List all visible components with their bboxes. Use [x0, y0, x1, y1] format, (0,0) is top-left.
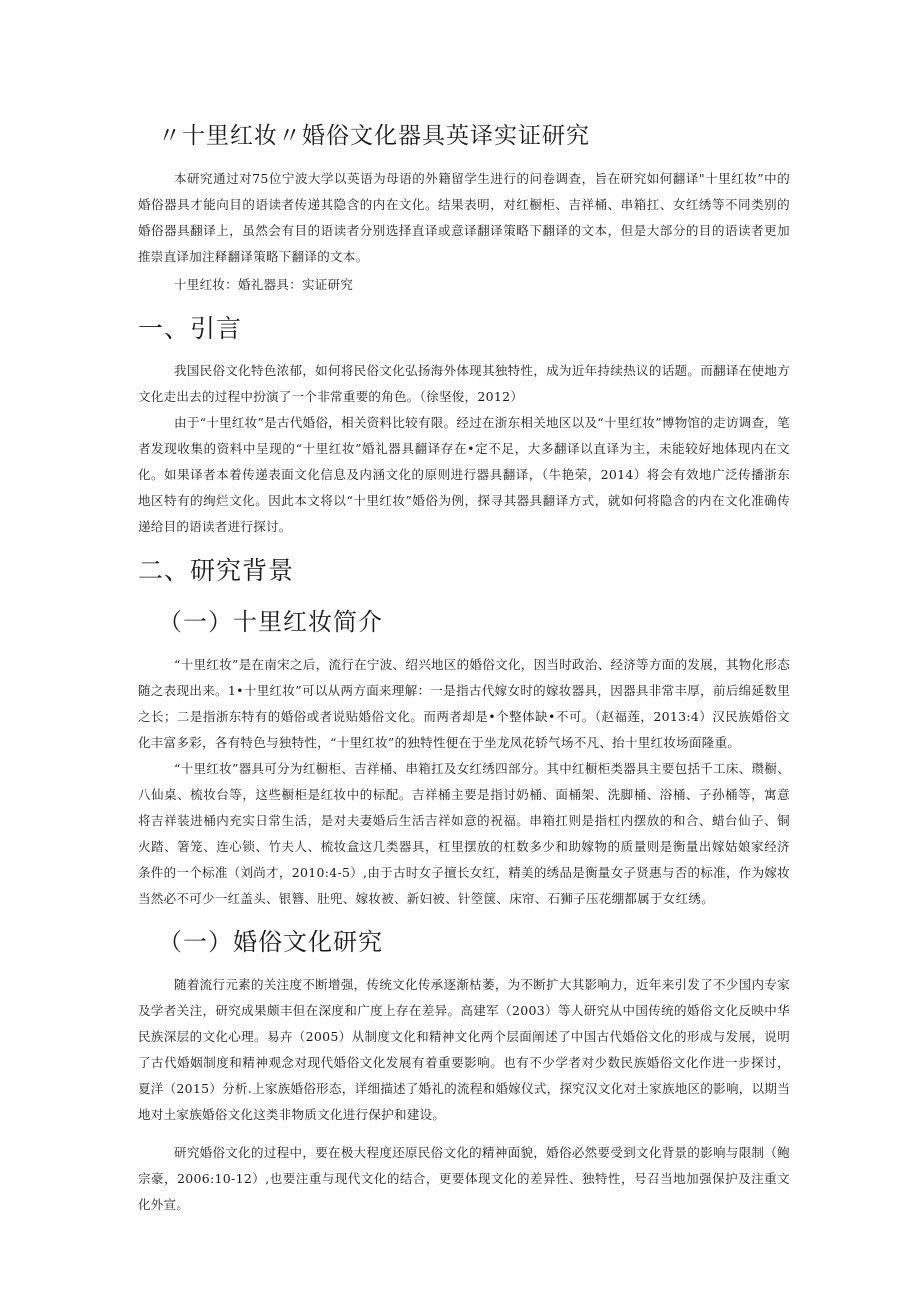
- intro-paragraph-2: 由于“十里红妆”是古代婚俗，相关资料比较有限。经过在浙东相关地区以及“十里红妆”博物馆的走访调查，笔者发现收集的资料中呈现的“十里红妆”婚礼器具翻译存在•定不足，大多翻译以直译为主，未能较好地体现内在文化。如果译者本着传递表面文化信息及内涵文化的原则进行器具翻译，（牛艳荣，2014）将会有效地广泛传播浙东地区特有的绚烂文化。因此本文将以“十里红妆”婚俗为例，探寻其器具翻译方式，就如何将隐含的内在文化准确传递给目的语读者进行探讨。: [138, 415, 790, 534]
- section-heading-intro: 一、引言: [138, 314, 243, 343]
- overview-paragraph-1: “十里红妆”是在南宋之后，流行在宁波、绍兴地区的婚俗文化，因当时政治、经济等方面的发展，其物化形态随之表现出来。1•十里红妆”可以从两方面来理解：一是指古代嫁女时的嫁妆器具，因器具非常丰厚，前后绵延数里之长；二是指浙东特有的婚俗或者说贴婚俗文化。而两者却是•个整体缺•不可。（赵福莲，2013:4）汉民族婚俗文化丰富多彩，各有特色与独特性，“十里红妆”的独特性便在于坐龙凤花轿气场不凡、抬十里红妆场面隆重。: [138, 657, 790, 750]
- subsection-heading-research: （一）婚俗文化研究: [158, 928, 383, 956]
- abstract-paragraph: 本研究通过对75位宁波大学以英语为母语的外籍留学生进行的问卷调查，旨在研究如何翻译"十里红妆”中的婚俗器具才能向目的语读者传递其隐含的内在文化。结果表明，对红橱柜、吉祥桶、串箱扛、女红绣等不同类别的婚俗器具翻译上，虽然会有目的语读者分别选择直译或意译翻译策略下翻译的文本，但是大部分的目的语读者更加推崇直译加注释翻译策略下翻译的文本。: [138, 171, 790, 264]
- paragraph-gap: [138, 1128, 790, 1140]
- keywords-line: 十里红妆：婚礼器具：实证研究: [174, 277, 354, 292]
- overview-paragraph-2: “十里红妆”器具可分为红橱柜、吉祥桶、串箱扛及女红绣四部分。其中红橱柜类器具主要包括千工床、瓒橱、八仙桌、梳妆台等，这些橱柜是红妆中的标配。吉祥桶主要是指讨奶桶、面桶架、洗脚桶、浴桶、子孙桶等，寓意将吉祥装进桶内充实日常生活，是对夫妻婚后生活吉祥如意的祝福。串箱扛则是指杠内摆放的和合、蜡台仙子、铜火踏、箸笼、连心锁、竹夫人、梳妆盒这几类器具，杠里摆放的杠数多少和助嫁物的质量则是衡量出嫁姑娘家经济条件的一个标准（刘尚才，2010:4-5）,由于古时女子擅长女红，精美的绣品是衡量女子贤惠与否的标准，作为嫁妆当然必不可少一红盖头、银簪、肚兜、嫁妆被、新妇被、针箜箧、床帘、石狮子压花绷都属于女红绣。: [138, 761, 790, 906]
- paper-title: 〃十里红妆〃婚俗文化器具英译实证研究: [158, 123, 590, 149]
- research-paragraph-1: 随着流行元素的关注度不断增强，传统文化传承逐渐枯萎，为不断扩大其影响力，近年来引发了不少国内专家及学者关注，研究成果颇丰但在深度和广度上存在差异。高建军（2003）等人研究从中国传统的婚俗文化反映中华民族深层的文化心理。易卉（2005）从制度文化和精神文化两个层面阐述了中国古代婚俗文化的形成与发展，说明了古代婚姻制度和精神观念对现代婚俗文化发展有着重要影响。也有不少学者对少数民族婚俗文化作进一步探讨，夏洋（2015）分析.上家族婚俗形态，详细描述了婚礼的流程和婚嫁仪式，探究汉文化对土家族地区的影响，以期当地对土家族婚俗文化这类非物质文化进行保护和建设。: [138, 977, 790, 1122]
- subsection-heading-overview: （一）十里红妆简介: [158, 608, 383, 636]
- research-paragraph-2: 研究婚俗文化的过程中，要在极大程度还原民俗文化的精神面貌，婚俗必然要受到文化背景的影响与限制（鲍宗豪，2006:10-12）,也要注重与现代文化的结合，更要体现文化的差异性、独特性，号召当地加强保护及注重文化外宣。: [138, 1145, 790, 1212]
- document-body: [138, 116, 790, 1218]
- section-heading-background: 二、研究背景: [138, 556, 295, 585]
- intro-paragraph-1: 我国民俗文化特色浓郁，如何将民俗文化弘扬海外体现其独特性，成为近年持续热议的话题。而翻译在使地方文化走出去的过程中扮演了一个非常重要的角色。（徐坚俊，2012）: [138, 363, 790, 404]
